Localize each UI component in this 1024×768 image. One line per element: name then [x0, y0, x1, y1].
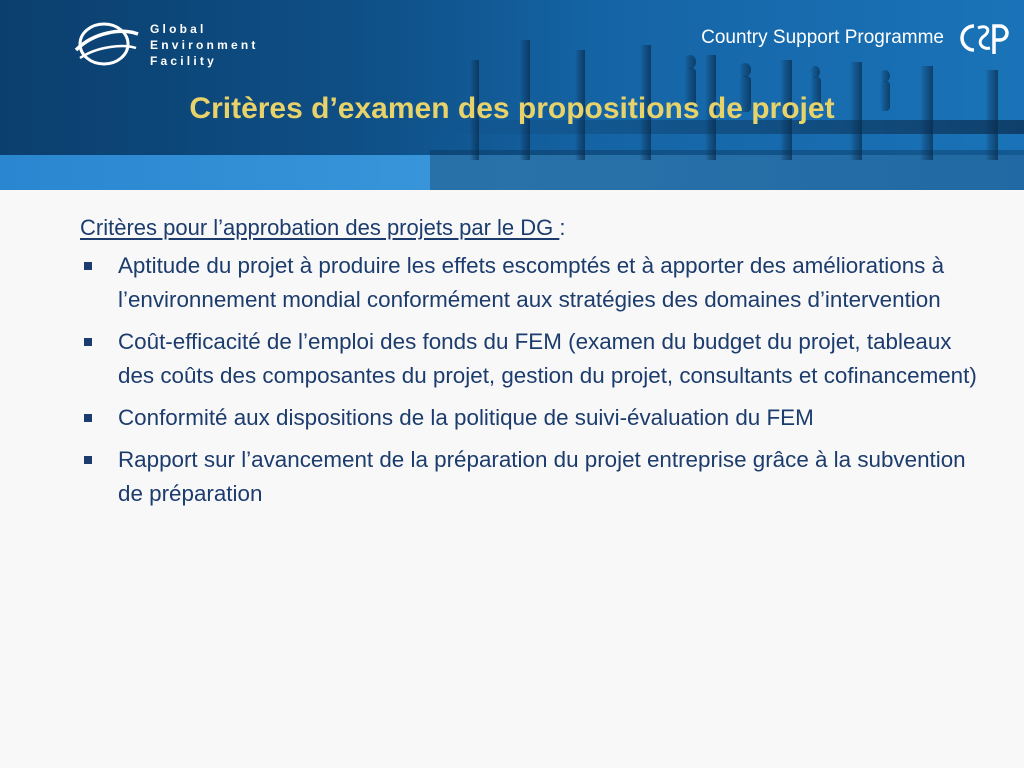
list-item-text: Rapport sur l’avancement de la préparation du projet entreprise grâce à la subvention de préparation [118, 447, 966, 506]
gef-word-2: Environment [150, 38, 259, 52]
list-item-text: Conformité aux dispositions de la politique de suivi-évaluation du FEM [118, 405, 814, 430]
square-bullet-icon [84, 414, 92, 422]
square-bullet-icon [84, 456, 92, 464]
list-item [80, 249, 980, 317]
gef-logo [74, 20, 284, 70]
gef-wordmark [150, 21, 259, 69]
lead-underlined-text: Critères pour l’approbation des projets par le DG [80, 215, 560, 240]
criteria-list [80, 249, 980, 511]
list-item [80, 443, 980, 511]
header-banner [0, 0, 1024, 190]
gef-word-3: Facility [150, 54, 217, 68]
lead-line [80, 213, 980, 243]
list-item [80, 401, 980, 435]
slide-content [80, 213, 980, 519]
square-bullet-icon [84, 338, 92, 346]
slide-title-text: Critères d’examen des propositions de projet [189, 92, 835, 125]
lead-suffix: : [559, 215, 566, 240]
square-bullet-icon [84, 262, 92, 270]
gef-word-1: Global [150, 22, 207, 36]
list-item-text: Aptitude du projet à produire les effets escomptés et à apporter des améliorations à l’environnement mondial conformément aux stratégies des domaines d’intervention [118, 253, 945, 312]
list-item [80, 325, 980, 393]
programme-label: Country Support Programme [701, 27, 944, 48]
slide-title [0, 92, 1024, 126]
globe-logo-icon [74, 20, 140, 68]
csp-logo-icon [952, 16, 1010, 60]
list-item-text: Coût-efficacité de l’emploi des fonds du FEM (examen du budget du projet, tableaux des coûts des composantes du projet, gestion du projet, consultants et cofinancement) [118, 329, 977, 388]
